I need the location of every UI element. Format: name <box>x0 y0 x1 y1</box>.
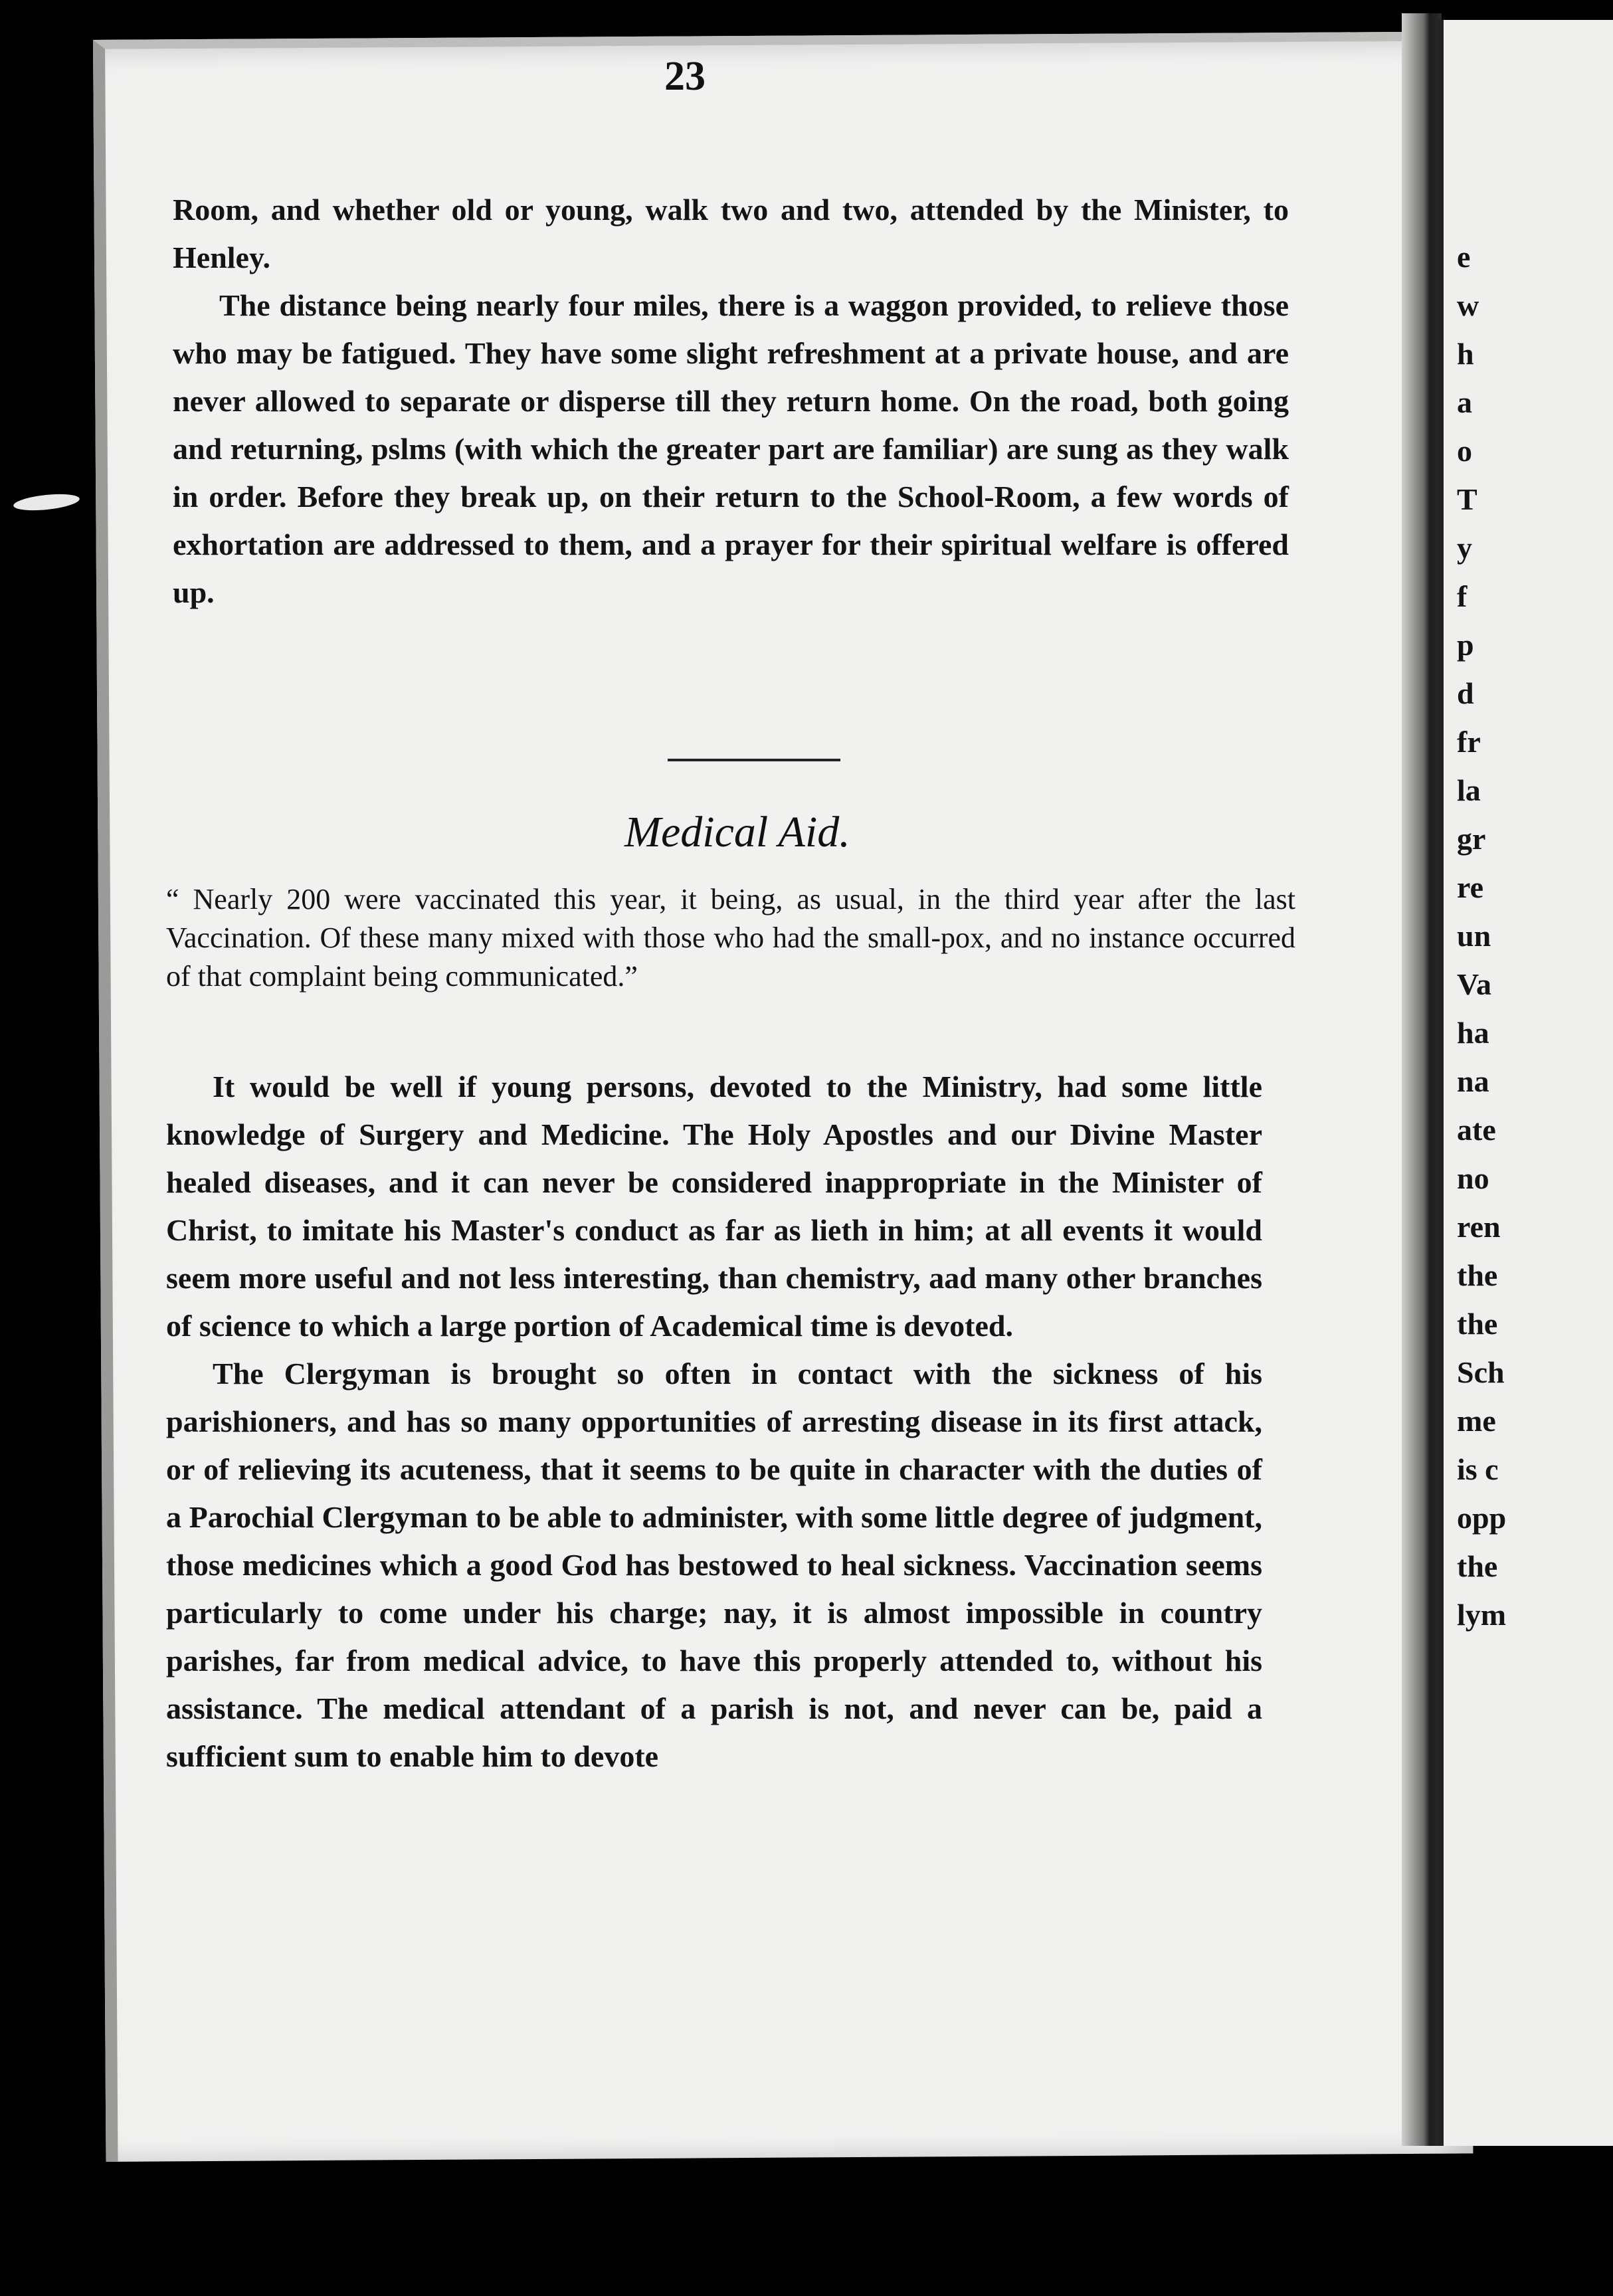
facing-page-fragment: un <box>1457 919 1491 953</box>
facing-page-fragment: re <box>1457 870 1484 904</box>
section-heading: Medical Aid. <box>624 808 850 856</box>
paragraph-clergyman: The Clergyman is brought so often in contact with the sickness of his parishioners, and has so many opportunities of arresting disease in its first attack, or of relieving its acuteness, that it seems to be quite in character with the duties of a Parochial Clergyman to be able to administer, with some little degree of judgment, those medicines which a good God has bestowed to heal sickness. Vaccination seems particularly to come under his charge; nay, it is almost impossible in country parishes, far from medical advice, to have this properly attended to, without his assistance. The medical attendant of a parish is not, and never can be, paid a sufficient sum to enable him to devote <box>166 1357 1262 1773</box>
facing-page-fragment: the <box>1457 1549 1498 1583</box>
facing-page-fragment: e <box>1457 240 1471 274</box>
facing-page-fragment: T <box>1457 482 1477 516</box>
facing-page-fragment: na <box>1457 1064 1489 1098</box>
facing-page-fragment: Va <box>1457 967 1491 1001</box>
facing-page-fragment: w <box>1457 288 1479 322</box>
facing-page-fragment: p <box>1457 628 1474 662</box>
bottom-text-block <box>166 1063 1262 1780</box>
paragraph-waggon: The distance being nearly four miles, there is a waggon provided, to relieve those who may be fatigued. They have some slight refreshment at a private house, and are never allowed to separate or disperse till they return home. On the road, both going and returning, pslms (with which the greater part are familiar) are sung as they walk in order. Before they break up, on their return to the School-Room, a few words of exhortation are addressed to them, and a prayer for their spiritual welfare is offered up. <box>173 288 1289 609</box>
facing-page-fragment: is c <box>1457 1452 1499 1486</box>
facing-page-fragment: la <box>1457 773 1481 807</box>
section-divider <box>668 759 840 761</box>
facing-page-fragment: the <box>1457 1258 1498 1292</box>
facing-page-fragment: gr <box>1457 822 1486 856</box>
facing-page <box>1438 20 1613 2146</box>
page-number: 23 <box>664 54 706 99</box>
facing-page-fragment: lym <box>1457 1598 1507 1632</box>
book-gutter <box>1402 13 1442 2146</box>
top-text-block <box>173 186 1289 617</box>
facing-page-text <box>1457 233 1613 1639</box>
vaccination-quote: “ Nearly 200 were vaccinated this year, it being, as usual, in the third year after the last Vaccination. Of these many mixed with those who had the small-pox, and no instance occurred of that complaint being communicated.” <box>166 883 1295 993</box>
facing-page-fragment: h <box>1457 337 1474 371</box>
scan-speck <box>13 492 80 513</box>
paragraph-ministry: It would be well if young persons, devoted to the Ministry, had some little knowledge of Surgery and Medicine. The Holy Apostles and our Divine Master healed diseases, and it can never be considered inappropriate in the Minister of Christ, to imitate his Master's conduct as far as lieth in him; at all events it would seem more useful and not less interesting, than chemistry, aad many other branches of science to which a large portion of Academical time is devoted. <box>166 1070 1262 1343</box>
facing-page-fragment: d <box>1457 676 1474 710</box>
facing-page-fragment: Sch <box>1457 1355 1505 1389</box>
facing-page-fragment: no <box>1457 1161 1489 1195</box>
facing-page-fragment: me <box>1457 1404 1496 1438</box>
facing-page-fragment: a <box>1457 385 1472 419</box>
facing-page-fragment: f <box>1457 579 1468 613</box>
facing-page-fragment: ren <box>1457 1210 1501 1244</box>
facing-page-fragment: opp <box>1457 1501 1507 1535</box>
facing-page-fragment: the <box>1457 1307 1498 1341</box>
facing-page-fragment: o <box>1457 434 1472 468</box>
facing-page-fragment: ha <box>1457 1016 1489 1050</box>
facing-page-fragment: ate <box>1457 1113 1496 1147</box>
paragraph-continued: Room, and whether old or young, walk two and two, attended by the Minister, to Henley. <box>173 193 1289 274</box>
facing-page-fragment: fr <box>1457 725 1481 759</box>
facing-page-fragment: y <box>1457 531 1472 565</box>
